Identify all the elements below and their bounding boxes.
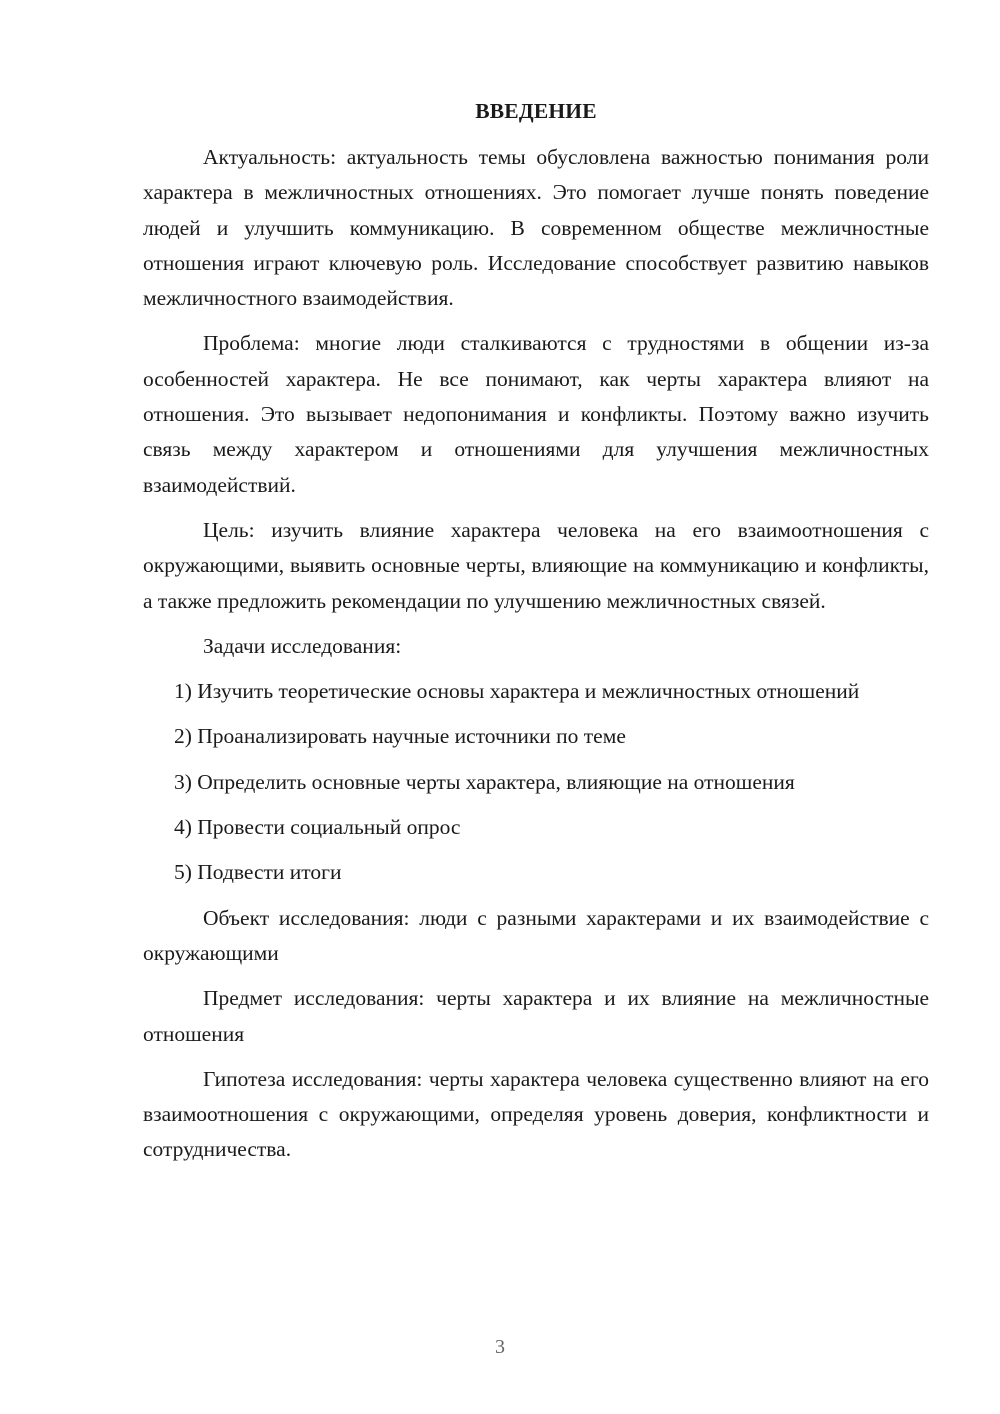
paragraph-hypothesis: Гипотеза исследования: черты характера человека существенно влияют на его взаимоотношения с окружающими, определяя уровень доверия, конфликтности и сотрудничества. xyxy=(143,1066,929,1162)
page-title: ВВЕДЕНИЕ xyxy=(475,99,597,123)
task-item-3: 3) Определить основные черты характера, влияющие на отношения xyxy=(174,769,795,794)
paragraph-relevance: Актуальность: актуальность темы обусловлена важностью понимания роли характера в межличностных отношениях. Это помогает лучше понять поведение людей и улучшить коммуникацию. В современном обществе межличностные отношения играют ключевую роль. Исследование способствует развитию навыков межличностного взаимодействия. xyxy=(143,145,929,311)
page-number: 3 xyxy=(495,1336,505,1358)
tasks-title: Задачи исследования: xyxy=(203,633,402,658)
paragraph-object: Объект исследования: люди с разными характерами и их взаимодействие с окружающими xyxy=(143,905,929,965)
task-item-1: 1) Изучить теоретические основы характера и межличностных отношений xyxy=(174,679,860,704)
task-item-5: 5) Подвести итоги xyxy=(174,860,342,885)
task-item-2: 2) Проанализировать научные источники по теме xyxy=(174,724,626,749)
paragraph-goal: Цель: изучить влияние характера человека на его взаимоотношения с окружающими, выявить основные черты, влияющие на коммуникацию и конфликты, а также предложить рекомендации по улучшению межличностных связей. xyxy=(143,517,929,613)
task-item-4: 4) Провести социальный опрос xyxy=(174,815,461,840)
paragraph-subject: Предмет исследования: черты характера и их влияние на межличностные отношения xyxy=(143,986,929,1046)
paragraph-problem: Проблема: многие люди сталкиваются с трудностями в общении из-за особенностей характера. Не все понимают, как черты характера влияют на отношения. Это вызывает недопонимания и конфликты. Поэтому важно изучить связь между характером и отношениями для улучшения межличностных взаимодействий. xyxy=(143,331,929,497)
document-page xyxy=(143,96,929,1178)
